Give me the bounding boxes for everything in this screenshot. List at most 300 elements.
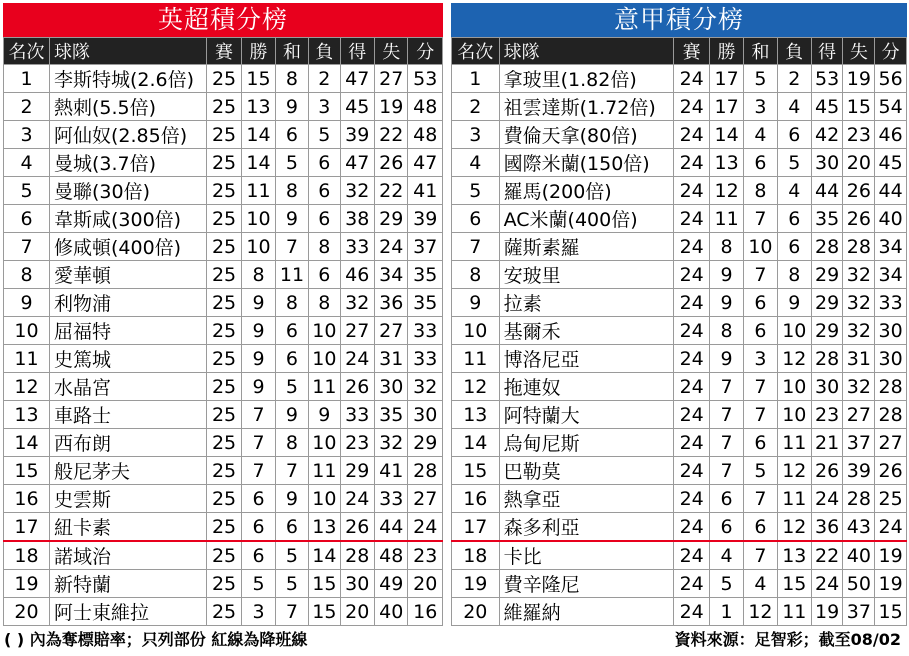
lost-cell: 10 (309, 317, 340, 345)
played-cell: 25 (206, 205, 242, 233)
rank-cell: 13 (4, 401, 50, 429)
team-cell: 般尼茅夫 (49, 457, 206, 485)
goals-against-cell: 41 (375, 457, 408, 485)
seriea-header-row (452, 38, 907, 65)
rank-cell: 15 (4, 457, 50, 485)
team-cell: 水晶宮 (49, 373, 206, 401)
won-cell: 7 (710, 429, 744, 457)
goals-for-cell: 29 (811, 317, 843, 345)
points-cell: 27 (408, 485, 443, 513)
drawn-cell: 5 (744, 65, 778, 93)
won-cell: 9 (242, 373, 275, 401)
goals-for-cell: 46 (340, 261, 374, 289)
table-row (4, 317, 443, 345)
table-row (4, 65, 443, 93)
drawn-cell: 5 (275, 373, 308, 401)
played-cell: 24 (674, 570, 710, 598)
lost-cell: 8 (777, 261, 811, 289)
seriea-title: 意甲積分榜 (451, 3, 907, 37)
played-cell: 25 (206, 570, 242, 598)
lost-header: 負 (309, 38, 340, 65)
won-cell: 4 (710, 541, 744, 570)
played-cell: 25 (206, 233, 242, 261)
goals-for-cell: 23 (811, 401, 843, 429)
points-header: 分 (875, 38, 907, 65)
drawn-cell: 8 (275, 289, 308, 317)
team-cell: 維羅納 (499, 598, 674, 626)
played-cell: 24 (674, 598, 710, 626)
team-cell: 烏甸尼斯 (499, 429, 674, 457)
drawn-cell: 10 (744, 233, 778, 261)
points-cell: 34 (875, 261, 907, 289)
rank-cell: 17 (4, 513, 50, 542)
rank-cell: 6 (452, 205, 500, 233)
table-row (4, 401, 443, 429)
goals-for-cell: 26 (340, 513, 374, 542)
table-row (452, 457, 907, 485)
goals-against-cell: 30 (375, 373, 408, 401)
goals-for-cell: 28 (811, 345, 843, 373)
points-cell: 35 (408, 261, 443, 289)
lost-cell: 10 (777, 373, 811, 401)
drawn-cell: 6 (275, 513, 308, 542)
played-cell: 25 (206, 121, 242, 149)
team-cell: 曼聯(30倍) (49, 177, 206, 205)
lost-cell: 11 (309, 457, 340, 485)
goals-for-cell: 53 (811, 65, 843, 93)
won-cell: 5 (710, 570, 744, 598)
goals-against-cell: 23 (843, 121, 875, 149)
played-cell: 24 (674, 345, 710, 373)
goals-against-cell: 26 (843, 205, 875, 233)
goals-against-cell: 26 (375, 149, 408, 177)
lost-cell: 6 (309, 177, 340, 205)
goals-for-cell: 24 (340, 345, 374, 373)
goals-for-cell: 24 (811, 485, 843, 513)
played-cell: 24 (674, 457, 710, 485)
points-cell: 19 (875, 570, 907, 598)
played-cell: 24 (674, 513, 710, 542)
drawn-cell: 7 (744, 373, 778, 401)
epl-header-row (4, 38, 443, 65)
lost-header: 負 (777, 38, 811, 65)
drawn-cell: 4 (744, 570, 778, 598)
team-cell: 阿特蘭大 (499, 401, 674, 429)
played-cell: 25 (206, 261, 242, 289)
rank-cell: 2 (452, 93, 500, 121)
points-cell: 47 (408, 149, 443, 177)
drawn-cell: 6 (744, 513, 778, 542)
rank-cell: 17 (452, 513, 500, 542)
won-cell: 12 (710, 177, 744, 205)
table-row (452, 149, 907, 177)
played-cell: 25 (206, 541, 242, 570)
team-cell: 諾域治 (49, 541, 206, 570)
drawn-cell: 7 (744, 261, 778, 289)
lost-cell: 5 (309, 121, 340, 149)
won-cell: 7 (242, 429, 275, 457)
table-row (452, 598, 907, 626)
table-row (452, 570, 907, 598)
table-row (452, 401, 907, 429)
table-row (4, 345, 443, 373)
points-cell: 28 (875, 401, 907, 429)
goals-against-cell: 22 (375, 177, 408, 205)
played-cell: 24 (674, 541, 710, 570)
won-cell: 14 (242, 121, 275, 149)
drawn-cell: 9 (275, 485, 308, 513)
points-cell: 29 (408, 429, 443, 457)
goals-against-cell: 32 (843, 261, 875, 289)
goals-for-cell: 19 (811, 598, 843, 626)
team-cell: 費倫天拿(80倍) (499, 121, 674, 149)
lost-cell: 4 (777, 177, 811, 205)
table-row (452, 261, 907, 289)
played-cell: 25 (206, 289, 242, 317)
lost-cell: 8 (309, 289, 340, 317)
table-row (4, 373, 443, 401)
team-cell: 愛華頓 (49, 261, 206, 289)
goals-against-cell: 29 (375, 205, 408, 233)
goals-against-cell: 49 (375, 570, 408, 598)
played-cell: 25 (206, 457, 242, 485)
rank-cell: 10 (4, 317, 50, 345)
table-row (4, 485, 443, 513)
won-cell: 17 (710, 93, 744, 121)
goals-for-cell: 38 (340, 205, 374, 233)
lost-cell: 13 (777, 541, 811, 570)
lost-cell: 5 (777, 149, 811, 177)
rank-cell: 7 (4, 233, 50, 261)
won-cell: 17 (710, 65, 744, 93)
played-cell: 24 (674, 317, 710, 345)
lost-cell: 11 (777, 598, 811, 626)
table-row (4, 233, 443, 261)
team-cell: AC米蘭(400倍) (499, 205, 674, 233)
won-cell: 7 (710, 401, 744, 429)
points-cell: 33 (408, 317, 443, 345)
goals-for-header: 得 (811, 38, 843, 65)
drawn-cell: 7 (275, 233, 308, 261)
rank-cell: 19 (4, 570, 50, 598)
team-cell: 拿玻里(1.82倍) (499, 65, 674, 93)
goals-against-cell: 32 (843, 317, 875, 345)
table-row (4, 457, 443, 485)
table-row (4, 149, 443, 177)
won-cell: 9 (710, 345, 744, 373)
rank-cell: 18 (4, 541, 50, 570)
lost-cell: 15 (777, 570, 811, 598)
goals-for-header: 得 (340, 38, 374, 65)
drawn-cell: 5 (275, 570, 308, 598)
points-header: 分 (408, 38, 443, 65)
won-cell: 7 (242, 457, 275, 485)
goals-against-cell: 37 (843, 598, 875, 626)
goals-for-cell: 30 (340, 570, 374, 598)
team-cell: 車路士 (49, 401, 206, 429)
drawn-cell: 12 (744, 598, 778, 626)
won-cell: 6 (242, 541, 275, 570)
drawn-cell: 11 (275, 261, 308, 289)
team-cell: 紐卡素 (49, 513, 206, 542)
goals-against-cell: 24 (375, 233, 408, 261)
lost-cell: 10 (777, 401, 811, 429)
rank-cell: 2 (4, 93, 50, 121)
table-row (452, 429, 907, 457)
goals-against-cell: 36 (375, 289, 408, 317)
table-row (4, 93, 443, 121)
goals-for-cell: 33 (340, 233, 374, 261)
goals-against-cell: 22 (375, 121, 408, 149)
goals-for-cell: 45 (811, 93, 843, 121)
goals-against-cell: 34 (375, 261, 408, 289)
won-cell: 13 (242, 93, 275, 121)
drawn-cell: 6 (275, 345, 308, 373)
lost-cell: 9 (777, 289, 811, 317)
footer (0, 627, 909, 653)
drawn-cell: 6 (744, 429, 778, 457)
drawn-cell: 5 (744, 457, 778, 485)
lost-cell: 14 (309, 541, 340, 570)
won-cell: 7 (242, 401, 275, 429)
epl-standings (3, 3, 443, 626)
played-cell: 24 (674, 177, 710, 205)
points-cell: 54 (875, 93, 907, 121)
won-cell: 9 (242, 317, 275, 345)
drawn-cell: 6 (744, 317, 778, 345)
played-cell: 25 (206, 317, 242, 345)
played-cell: 24 (674, 233, 710, 261)
rank-cell: 1 (452, 65, 500, 93)
drawn-header: 和 (275, 38, 308, 65)
drawn-cell: 8 (275, 429, 308, 457)
table-row (452, 205, 907, 233)
rank-cell: 11 (452, 345, 500, 373)
goals-for-cell: 47 (340, 149, 374, 177)
goals-for-cell: 42 (811, 121, 843, 149)
drawn-cell: 3 (744, 345, 778, 373)
played-cell: 25 (206, 65, 242, 93)
drawn-cell: 8 (744, 177, 778, 205)
team-cell: 森多利亞 (499, 513, 674, 542)
drawn-cell: 7 (744, 541, 778, 570)
goals-for-cell: 45 (340, 93, 374, 121)
lost-cell: 3 (309, 93, 340, 121)
rank-header: 名次 (4, 38, 50, 65)
rank-cell: 8 (4, 261, 50, 289)
won-cell: 3 (242, 598, 275, 626)
team-cell: 巴勒莫 (499, 457, 674, 485)
lost-cell: 2 (309, 65, 340, 93)
table-row (452, 373, 907, 401)
team-cell: 史雲斯 (49, 485, 206, 513)
goals-against-cell: 27 (375, 65, 408, 93)
played-cell: 24 (674, 121, 710, 149)
won-cell: 15 (242, 65, 275, 93)
rank-cell: 12 (452, 373, 500, 401)
points-cell: 24 (408, 513, 443, 542)
played-cell: 25 (206, 373, 242, 401)
rank-cell: 3 (4, 121, 50, 149)
goals-for-cell: 21 (811, 429, 843, 457)
team-cell: 拉素 (499, 289, 674, 317)
goals-against-cell: 48 (375, 541, 408, 570)
drawn-cell: 9 (275, 205, 308, 233)
played-cell: 25 (206, 429, 242, 457)
rank-cell: 14 (452, 429, 500, 457)
played-cell: 25 (206, 149, 242, 177)
rank-cell: 12 (4, 373, 50, 401)
goals-against-header: 失 (375, 38, 408, 65)
goals-for-cell: 29 (811, 261, 843, 289)
rank-cell: 20 (4, 598, 50, 626)
team-cell: 阿仙奴(2.85倍) (49, 121, 206, 149)
drawn-cell: 6 (275, 317, 308, 345)
points-cell: 19 (875, 541, 907, 570)
won-cell: 7 (710, 373, 744, 401)
lost-cell: 6 (777, 205, 811, 233)
team-cell: 史篤城 (49, 345, 206, 373)
team-cell: 拖連奴 (499, 373, 674, 401)
goals-against-cell: 35 (375, 401, 408, 429)
points-cell: 24 (875, 513, 907, 542)
points-cell: 26 (875, 457, 907, 485)
rank-cell: 10 (452, 317, 500, 345)
drawn-cell: 4 (744, 121, 778, 149)
won-cell: 14 (710, 121, 744, 149)
rank-cell: 1 (4, 65, 50, 93)
points-cell: 25 (875, 485, 907, 513)
goals-against-cell: 44 (375, 513, 408, 542)
points-cell: 46 (875, 121, 907, 149)
team-cell: 曼城(3.7倍) (49, 149, 206, 177)
rank-cell: 20 (452, 598, 500, 626)
team-cell: 安玻里 (499, 261, 674, 289)
seriea-table (451, 37, 907, 626)
goals-against-cell: 32 (843, 373, 875, 401)
points-cell: 45 (875, 149, 907, 177)
played-cell: 25 (206, 93, 242, 121)
goals-against-cell: 32 (843, 289, 875, 317)
team-cell: 祖雲達斯(1.72倍) (499, 93, 674, 121)
table-row (4, 541, 443, 570)
table-row (452, 345, 907, 373)
points-cell: 23 (408, 541, 443, 570)
rank-cell: 4 (452, 149, 500, 177)
team-cell: 費辛隆尼 (499, 570, 674, 598)
table-row (452, 485, 907, 513)
won-cell: 9 (710, 289, 744, 317)
table-row (4, 261, 443, 289)
won-cell: 6 (242, 513, 275, 542)
played-cell: 24 (674, 485, 710, 513)
table-row (452, 65, 907, 93)
won-cell: 9 (242, 289, 275, 317)
points-cell: 30 (408, 401, 443, 429)
rank-cell: 5 (4, 177, 50, 205)
lost-cell: 6 (309, 149, 340, 177)
played-cell: 25 (206, 345, 242, 373)
lost-cell: 10 (309, 429, 340, 457)
goals-for-cell: 24 (340, 485, 374, 513)
goals-for-cell: 23 (340, 429, 374, 457)
goals-against-header: 失 (843, 38, 875, 65)
lost-cell: 11 (777, 429, 811, 457)
goals-against-cell: 27 (843, 401, 875, 429)
lost-cell: 12 (777, 457, 811, 485)
won-cell: 1 (710, 598, 744, 626)
won-cell: 13 (710, 149, 744, 177)
played-cell: 25 (206, 401, 242, 429)
rank-cell: 8 (452, 261, 500, 289)
lost-cell: 10 (309, 345, 340, 373)
team-cell: 熱拿亞 (499, 485, 674, 513)
lost-cell: 6 (309, 261, 340, 289)
goals-against-cell: 37 (843, 429, 875, 457)
won-cell: 11 (242, 177, 275, 205)
goals-against-cell: 43 (843, 513, 875, 542)
lost-cell: 15 (309, 570, 340, 598)
goals-for-cell: 26 (811, 457, 843, 485)
goals-for-cell: 35 (811, 205, 843, 233)
rank-cell: 4 (4, 149, 50, 177)
lost-cell: 12 (777, 345, 811, 373)
drawn-cell: 7 (744, 485, 778, 513)
rank-cell: 13 (452, 401, 500, 429)
goals-against-cell: 31 (843, 345, 875, 373)
drawn-cell: 7 (744, 401, 778, 429)
played-cell: 25 (206, 598, 242, 626)
played-cell: 24 (674, 401, 710, 429)
rank-cell: 7 (452, 233, 500, 261)
goals-against-cell: 32 (375, 429, 408, 457)
rank-cell: 18 (452, 541, 500, 570)
won-cell: 6 (710, 485, 744, 513)
goals-for-cell: 29 (340, 457, 374, 485)
rank-cell: 3 (452, 121, 500, 149)
played-cell: 24 (674, 93, 710, 121)
goals-for-cell: 26 (340, 373, 374, 401)
goals-against-cell: 19 (843, 65, 875, 93)
goals-against-cell: 40 (375, 598, 408, 626)
goals-for-cell: 47 (340, 65, 374, 93)
drawn-cell: 5 (275, 541, 308, 570)
points-cell: 40 (875, 205, 907, 233)
goals-for-cell: 29 (811, 289, 843, 317)
points-cell: 20 (408, 570, 443, 598)
table-row (4, 177, 443, 205)
points-cell: 30 (875, 317, 907, 345)
won-cell: 8 (710, 317, 744, 345)
lost-cell: 6 (777, 233, 811, 261)
table-row (452, 541, 907, 570)
rank-cell: 9 (4, 289, 50, 317)
table-row (4, 598, 443, 626)
table-row (452, 177, 907, 205)
goals-against-cell: 33 (375, 485, 408, 513)
goals-for-cell: 30 (811, 149, 843, 177)
played-cell: 24 (674, 205, 710, 233)
drawn-cell: 7 (744, 205, 778, 233)
played-cell: 24 (674, 373, 710, 401)
played-cell: 24 (674, 149, 710, 177)
team-cell: 韋斯咸(300倍) (49, 205, 206, 233)
won-header: 勝 (710, 38, 744, 65)
rank-cell: 6 (4, 205, 50, 233)
points-cell: 41 (408, 177, 443, 205)
points-cell: 32 (408, 373, 443, 401)
lost-cell: 2 (777, 65, 811, 93)
